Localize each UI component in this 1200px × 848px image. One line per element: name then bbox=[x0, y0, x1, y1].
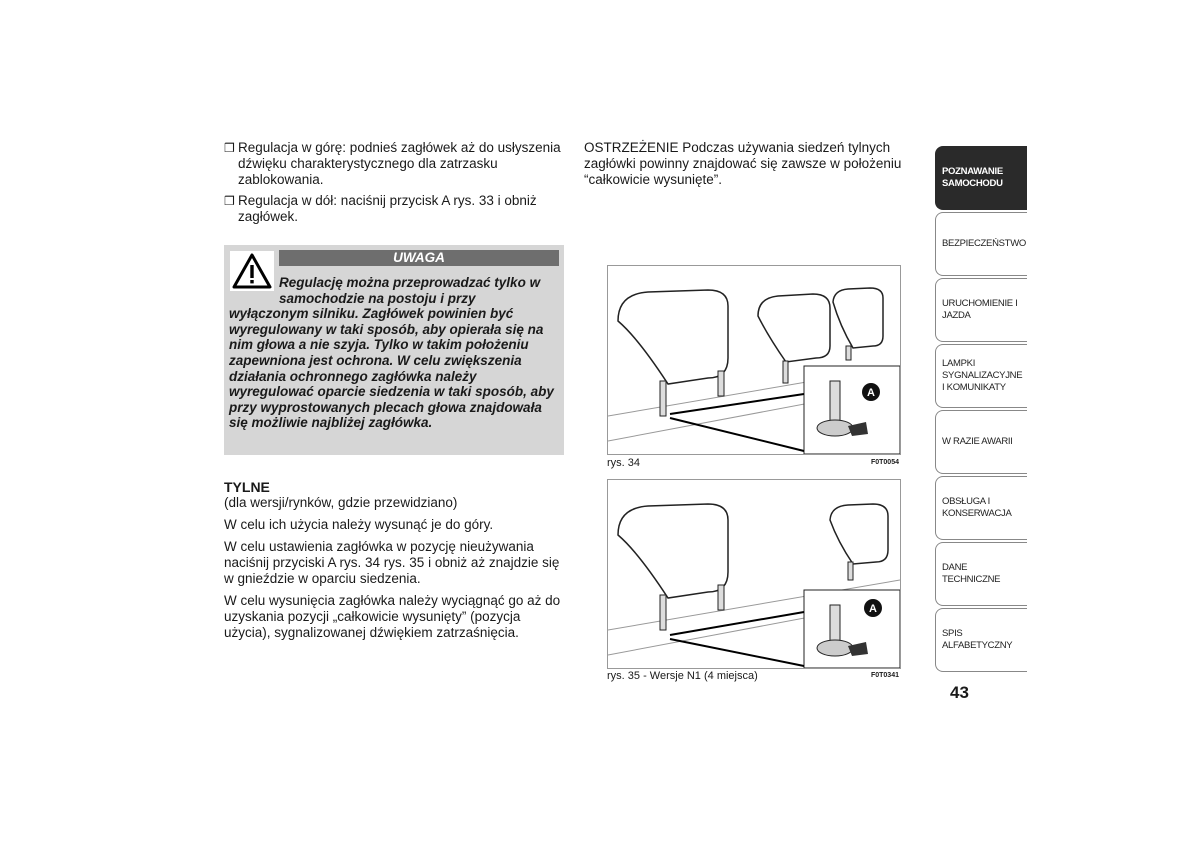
rear-headrests-section bbox=[224, 479, 569, 647]
figure-34-image bbox=[607, 265, 901, 455]
tab-dane-techniczne[interactable] bbox=[935, 542, 1027, 606]
tab-label: W RAZIE AWARII bbox=[942, 436, 1013, 447]
tab-label: BEZPIECZEŃSTWO bbox=[942, 238, 1026, 249]
tab-label: DANE TECHNICZNE bbox=[942, 562, 1001, 585]
page-number: 43 bbox=[950, 683, 969, 702]
tab-label: OBSŁUGA I KONSERWACJA bbox=[942, 496, 1012, 519]
tab-poznawanie-samochodu[interactable] bbox=[935, 146, 1027, 210]
tab-uruchomienie-i-jazda[interactable] bbox=[935, 278, 1027, 342]
figure-caption: rys. 35 - Wersje N1 (4 miejsca) bbox=[607, 670, 758, 682]
list-item bbox=[224, 193, 564, 225]
svg-text:A: A bbox=[869, 603, 877, 615]
checkbox-bullet-icon: ❒ bbox=[224, 194, 235, 208]
tab-w-razie-awarii[interactable] bbox=[935, 410, 1027, 474]
tab-bezpieczenstwo[interactable] bbox=[935, 212, 1027, 276]
figure-code: F0T0341 bbox=[870, 672, 899, 679]
paragraph: W celu wysunięcia zagłówka należy wyciągnąć go aż do uzyskania pozycji „całkowicie wysunięty” (pozycja użycia), sygnalizowanej dźwiękiem zatrzaśnięcia. bbox=[224, 593, 561, 640]
tab-lampki-sygnalizacyjne[interactable] bbox=[935, 344, 1027, 408]
warning-text bbox=[229, 275, 561, 431]
list-item bbox=[224, 140, 564, 188]
tab-label: POZNAWANIE SAMOCHODU bbox=[942, 166, 1003, 189]
checkbox-bullet-icon: ❒ bbox=[224, 141, 235, 155]
warning-line: Regulację można przeprowadzać tylko w bbox=[279, 275, 541, 290]
paragraph: W celu ustawienia zagłówka w pozycję nieużywania naciśnij przyciski A rys. 34 rys. 35 i obniż aż znajdzie się w gnieździe w oparciu siedzenia. bbox=[224, 539, 560, 586]
tab-label: URUCHOMIENIE I JAZDA bbox=[942, 298, 1018, 321]
warning-box bbox=[224, 245, 564, 455]
bullet-text: Regulacja w dół: naciśnij przycisk A rys. 33 i obniż zagłówek. bbox=[238, 193, 537, 224]
warning-line: samochodzie na postoju i przy bbox=[279, 290, 476, 306]
tab-obsluga-i-konserwacja[interactable] bbox=[935, 476, 1027, 540]
svg-text:A: A bbox=[867, 387, 875, 399]
bullet-text: Regulacja w górę: podnieś zagłówek aż do usłyszenia dźwięku charakterystycznego dla zatrzasku zablokowania. bbox=[238, 140, 561, 187]
warning-title: UWAGA bbox=[279, 250, 559, 266]
section-subheading: (dla wersji/rynków, gdzie przewidziano) bbox=[224, 495, 458, 510]
instructions-list bbox=[224, 140, 564, 230]
section-heading: TYLNE bbox=[224, 479, 270, 495]
warning-body: wyłączonym silniku. Zagłówek powinien być wyregulowany w taki sposób, aby opierała się na nim głowa a nie szyja. Tylko w takim położeniu zapewniona jest ochrona. W celu zwiększenia działania ochronnego zagłówka należy wyregulować oparcie siedzenia w taki sposób, aby przy wyprostowanych plecach głowa znajdowała się możliwie najbliżej zagłówka. bbox=[229, 306, 554, 431]
tab-label: SPIS ALFABETYCZNY bbox=[942, 628, 1013, 651]
figure-code: F0T0054 bbox=[870, 459, 899, 466]
paragraph: W celu ich użycia należy wysunąć je do góry. bbox=[224, 517, 494, 532]
figure-35-caption-row bbox=[607, 670, 899, 682]
figure-caption: rys. 34 bbox=[607, 457, 641, 469]
chapter-tabs bbox=[935, 146, 1027, 674]
caution-note: OSTRZEŻENIE Podczas używania siedzeń tylnych zagłówki powinny znajdować się zawsze w położeniu “całkowicie wysunięte”. bbox=[584, 140, 902, 187]
tab-label: LAMPKI SYGNALIZACYJNE I KOMUNIKATY bbox=[942, 358, 1023, 393]
figure-35-image bbox=[607, 479, 901, 669]
figure-34-caption-row bbox=[607, 457, 899, 469]
tab-spis-alfabetyczny[interactable] bbox=[935, 608, 1027, 672]
